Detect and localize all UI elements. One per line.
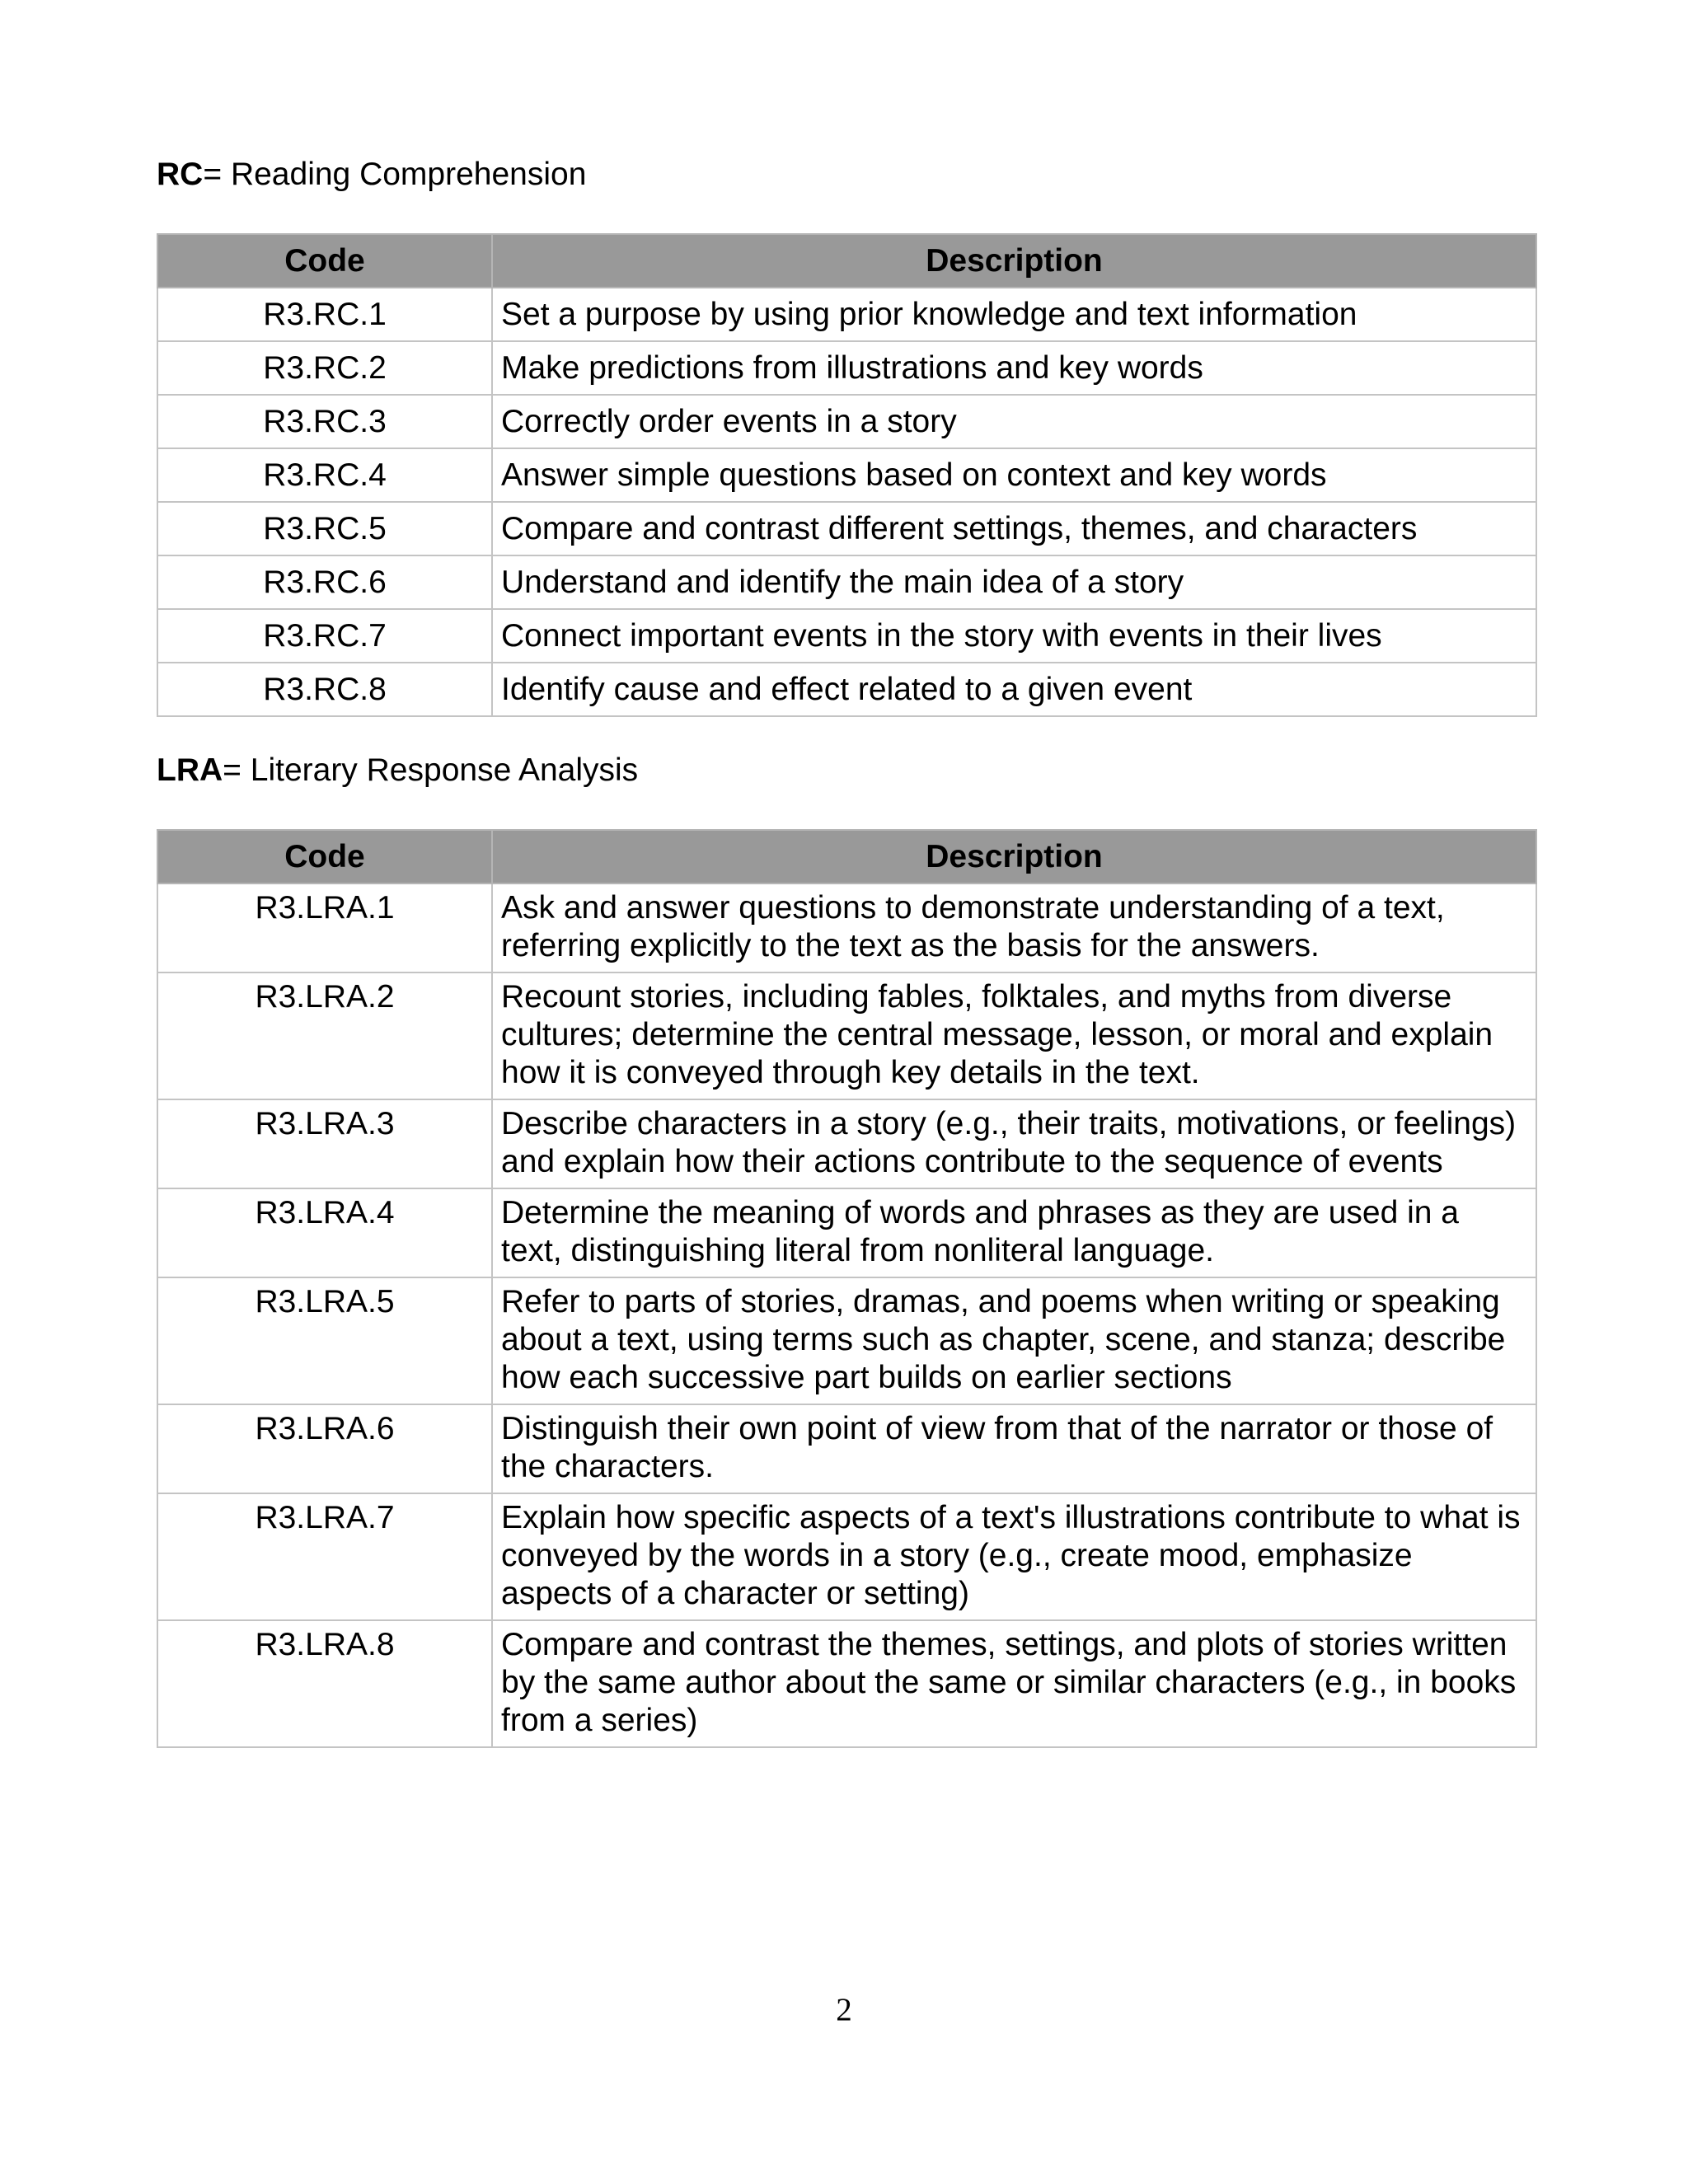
table-row [157, 1277, 1536, 1404]
table-row [157, 1493, 1536, 1620]
table-header-row [157, 234, 1536, 288]
description-cell: Refer to parts of stories, dramas, and poems when writing or speaking about a text, using terms such as chapter, scene, and stanza; describe how each successive part builds on earlier sections [492, 1277, 1536, 1404]
table-row [157, 1099, 1536, 1188]
table-row [157, 502, 1536, 555]
code-cell: R3.LRA.5 [157, 1277, 492, 1404]
page-number: 2 [836, 1992, 852, 2027]
description-cell: Compare and contrast different settings, themes, and characters [492, 502, 1536, 555]
code-cell: R3.RC.2 [157, 341, 492, 395]
description-column-header: Description [492, 830, 1536, 883]
table-row [157, 1404, 1536, 1493]
code-cell: R3.RC.3 [157, 395, 492, 448]
description-cell: Determine the meaning of words and phrases as they are used in a text, distinguishing literal from nonliteral language. [492, 1188, 1536, 1277]
description-cell: Distinguish their own point of view from that of the narrator or those of the characters. [492, 1404, 1536, 1493]
table-row [157, 663, 1536, 716]
code-cell: R3.RC.6 [157, 555, 492, 609]
code-cell: R3.LRA.8 [157, 1620, 492, 1747]
code-cell: R3.RC.8 [157, 663, 492, 716]
code-cell: R3.RC.4 [157, 448, 492, 502]
table-row [157, 395, 1536, 448]
lra-section-heading [157, 751, 638, 790]
description-cell: Answer simple questions based on context and key words [492, 448, 1536, 502]
code-column-header: Code [157, 830, 492, 883]
description-cell: Describe characters in a story (e.g., their traits, motivations, or feelings) and explain how their actions contribute to the sequence of events [492, 1099, 1536, 1188]
rc-section-title: = Reading Comprehension [203, 157, 587, 192]
code-cell: R3.LRA.6 [157, 1404, 492, 1493]
description-cell: Identify cause and effect related to a given event [492, 663, 1536, 716]
lra-section-title: = Literary Response Analysis [223, 752, 639, 788]
table-row [157, 883, 1536, 972]
table-row [157, 1188, 1536, 1277]
table-row [157, 341, 1536, 395]
description-cell: Set a purpose by using prior knowledge and text information [492, 288, 1536, 341]
description-cell: Make predictions from illustrations and key words [492, 341, 1536, 395]
rc-standards-table [157, 233, 1537, 717]
description-cell: Correctly order events in a story [492, 395, 1536, 448]
code-cell: R3.LRA.3 [157, 1099, 492, 1188]
description-cell: Explain how specific aspects of a text's illustrations contribute to what is conveyed by the words in a story (e.g., create mood, emphasize aspects of a character or setting) [492, 1493, 1536, 1620]
rc-abbreviation: RC [157, 157, 204, 192]
description-cell: Compare and contrast the themes, settings, and plots of stories written by the same author about the same or similar characters (e.g., in books from a series) [492, 1620, 1536, 1747]
lra-standards-table [157, 829, 1537, 1748]
table-row [157, 972, 1536, 1099]
table-header-row [157, 830, 1536, 883]
table-row [157, 555, 1536, 609]
description-cell: Recount stories, including fables, folktales, and myths from diverse cultures; determine the central message, lesson, or moral and explain how it is conveyed through key details in the text. [492, 972, 1536, 1099]
table-row [157, 609, 1536, 663]
description-cell: Connect important events in the story with events in their lives [492, 609, 1536, 663]
code-cell: R3.RC.7 [157, 609, 492, 663]
description-column-header: Description [492, 234, 1536, 288]
code-column-header: Code [157, 234, 492, 288]
description-cell: Ask and answer questions to demonstrate understanding of a text, referring explicitly to the text as the basis for the answers. [492, 883, 1536, 972]
table-row [157, 448, 1536, 502]
rc-section-heading [157, 155, 586, 194]
code-cell: R3.LRA.1 [157, 883, 492, 972]
code-cell: R3.LRA.2 [157, 972, 492, 1099]
lra-abbreviation: LRA [157, 752, 223, 788]
table-row [157, 1620, 1536, 1747]
table-row [157, 288, 1536, 341]
code-cell: R3.LRA.4 [157, 1188, 492, 1277]
description-cell: Understand and identify the main idea of a story [492, 555, 1536, 609]
code-cell: R3.RC.5 [157, 502, 492, 555]
code-cell: R3.RC.1 [157, 288, 492, 341]
code-cell: R3.LRA.7 [157, 1493, 492, 1620]
